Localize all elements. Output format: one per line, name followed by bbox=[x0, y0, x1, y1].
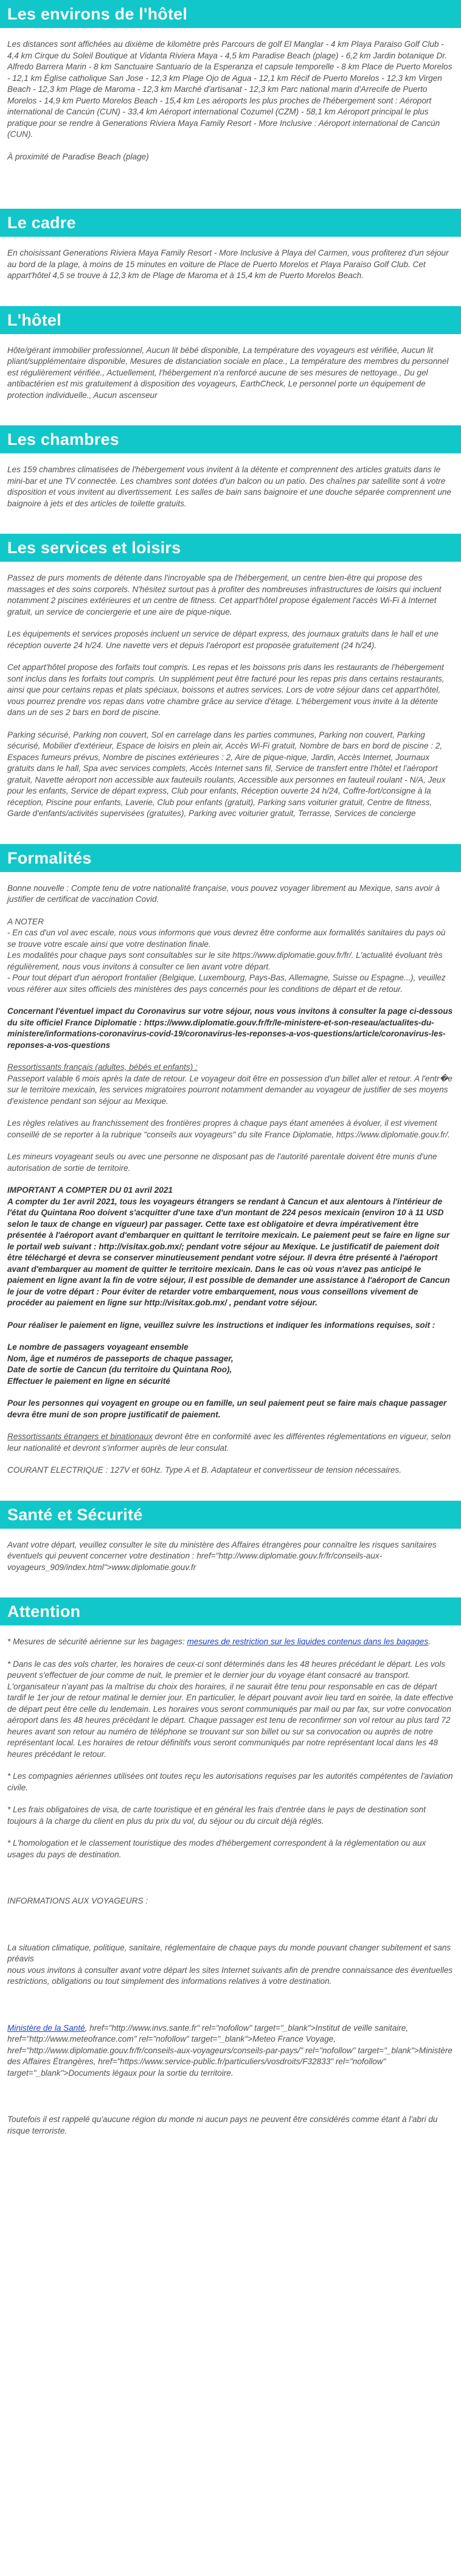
attention-bagages-label: * Mesures de sécurité aérienne sur les bagages: bbox=[7, 1637, 187, 1646]
formalites-ressortissants-text: Passeport valable 6 mois après la date de retour. Le voyageur doit être en possession d'un billet aller et retour. A l'entr�e sur le territoire mexicain, les services migratoires pourront notamment demander au voyageur de justifier de ses moyens d'existence pendant son séjour au Mexique. bbox=[7, 1073, 452, 1106]
section-content-sante bbox=[0, 1529, 461, 1598]
section-attention bbox=[0, 1597, 461, 2161]
formalites-pour-personnes: Pour les personnes qui voyagent en groupe ou en famille, un seul paiement peut se faire mais chaque passager devra être muni de son propre justificatif de paiement. bbox=[7, 1398, 447, 1419]
section-services bbox=[0, 534, 461, 844]
services-equipements: Les équipements et services proposés incluent un service de départ express, des journaux gratuits dans le hall et une réception ouverte 24 h/24. Une navette vers et depuis l'aéroport est proposée gratuitement (24 h/24). bbox=[7, 629, 438, 650]
formalites-ressortissants-title: Ressortissants français (adultes, bébés et enfants) : bbox=[7, 1063, 198, 1072]
formalites-intro: Bonne nouvelle : Compte tenu de votre nationalité française, vous pouvez voyager librement au Mexique, sans avoir à justifier de certificat de vaccination Covid. bbox=[7, 883, 440, 904]
section-content-hotel bbox=[0, 334, 461, 426]
attention-bagages bbox=[7, 1636, 454, 1648]
attention-compagnies: * Les compagnies aériennes utilisées ont toutes reçu les autorisations requises par les autorités compétentes de l'aviation civile. bbox=[7, 1771, 453, 1792]
chambres-text: Les 159 chambres climatisées de l'hébergement vous invitent à la détente et comprennent des articles gratuits dans le mini-bar et une TV connectée. Les chambres sont dotées d'un balcon ou un patio. Des chaînes par satellite sont à votre disposition et vous invitent au divertissement. Les salles de bain sans baignoire et une douche séparée comprennent une baignoire à jets et des articles de toilette gratuits. bbox=[7, 465, 451, 508]
services-tout-compris: Cet appart'hôtel propose des forfaits tout compris. Les repas et les boissons pris dans les restaurants de l'hébergement sont inclus dans les forfaits tout compris. Un supplément peut être facturé pour les repas pris dans certains restaurants, ainsi que pour certains repas et plats spéciaux, boissons et autres services. Lors de votre séjour dans cet appart'hôtel, vous pourrez prendre vos repas dans votre chambre grâce au service d'étage. L'hébergement vous invite à la détente dans un de ses 2 bars en bord de piscine. bbox=[7, 663, 445, 717]
cadre-text: En choisissant Generations Riviera Maya Family Resort - More Inclusive à Playa del Carmen, vous profiterez d'un séjour au bord de la plage, à moins de 15 minutes en voiture de Place de Puerto Morelos et Playa Paraiso Golf Club. Cet appart'hôtel 4,5 se trouve à 12,3 km de Plage de Maroma et à 15,4 km de Puerto Morelos Beach. bbox=[7, 248, 449, 280]
attention-bagages-end: . bbox=[428, 1637, 431, 1646]
formalites-important-body: A compter du 1er avril 2021, tous les voyageurs étrangers se rendant à Cancun et aux alentours à l'intérieur de l'état du Quintana Roo doivent s'acquitter d'une taxe d'un montant de 224 pesos mexicain (environ 10 à 11 USD selon le taux de change en vigueur) par passager. Cette taxe est obligatoire et devra impérativement être présentée à l'aéroport avant d'embarquer en quittant le territoire mexicain. Le paiement peut se faire en ligne sur le portail web suivant : http://visitax.gob.mx/; pendant votre séjour au Mexique. Le justificatif de paiement doit être téléchargé et devra se conserver minutieusement pendant votre séjour. Il devra être présenté à l'aéroport avant d'embarquer au moment de quitter le territoire mexicain. Dans le cas où vous n'avez pas anticipé le paiement en ligne avant la fin de votre séjour, il est possible de demander une assistance à l'aéroport de Cancun le jour de votre départ : Pour éviter de retarder votre embarquement, nous vous conseillons vivement de procéder au paiement en ligne sur http://visitax.gob.mx/ , pendant votre séjour. bbox=[7, 1196, 450, 1307]
section-hotel bbox=[0, 306, 461, 426]
infos-voyageurs-p2: nous vous invitons à consulter avant votre départ les sites Internet suivants afin de prendre connaissance des éventuelles restrictions, obligations ou tout simplement des informations relatives à votre destination. bbox=[7, 1965, 453, 1986]
section-cadre bbox=[0, 209, 461, 306]
section-title-cadre: Le cadre bbox=[0, 209, 461, 237]
section-content-cadre bbox=[0, 237, 461, 306]
section-title-formalites: Formalités bbox=[0, 844, 461, 872]
formalites-etrangers bbox=[7, 1431, 454, 1454]
section-environs bbox=[0, 0, 461, 187]
environs-distances: Les distances sont affichées au dixième de kilomètre près Parcours de golf El Manglar - 4 km Playa Paraiso Golf Club - 4,4 km Cirque du Soleil Boutique at Vidanta Riviera Maya - 4,5 km Paradise Beach (plage) - 6,2 km Jardin botanique Dr. Alfredo Barrera Marin - 8 km Sanctuaire Santuario de la Esperanza et capsule temporelle - 8 km Place de Puerto Morelos - 12,1 km Église catholique San Jose - 12,3 km Plage Ojo de Agua - 12,1 km Récif de Puerto Morelos - 12,3 km Virgen Beach - 12,3 km Plage de Maroma - 12,3 km Marché d'artisanat - 12,3 km Parc national marin d'Arrecife de Puerto Morelos - 14,9 km Puerto Morelos Beach - 15,4 km Les aéroports les plus proches de l'hébergement sont : Aéroport international de Cancún (CUN) - 33,4 km Aéroport international Cozumel (CZM) - 58,1 km Aéroport principal le plus pratique pour se rendre à Generations Riviera Maya Family Resort - More Inclusive : Aéroport international de Cancún (CUN). bbox=[7, 40, 452, 139]
formalites-important-title: IMPORTANT A COMPTER DU 01 avril 2021 bbox=[7, 1185, 173, 1195]
infos-liens-rest: , href="http://www.invs.sante.fr" rel="nofollow" target="_blank">Institut de veille sanitaire, href="http://www.meteofrance.com" rel="nofollow" target="_blank">Meteo France Voyage, href="http://www.diplomatie.gouv.fr/fr/conseils-aux-voyageurs/conseils-par-pays/" rel="nofollow" target="_blank">Ministère des Affaires Étrangères, href="https://www.service-public.fr/particuliers/vosdroits/F32833" rel="nofollow" target="_blank">Documents légaux pour la sortie du territoire. bbox=[7, 2023, 452, 2078]
formalites-a-noter-title: A NOTER bbox=[7, 916, 44, 926]
ministere-sante-link[interactable]: Ministère de la Santé bbox=[7, 2023, 85, 2033]
hotel-text: Hôte/gérant immobilier professionnel, Aucun lit bébé disponible, La température des voyageurs est vérifiée, Aucun lit pliant/supplémentaire disponible, Mesures de distanciation sociale en place., La température des membres du personnel est régulièrement vérifiée., Actuellement, l'hébergement n'a renforcé aucune de ses mesures de nettoyage., Du gel antibactérien est mis gratuitement à disposition des voyageurs, EarthCheck, Le personnel porte un équipement de protection individuelle., Aucun ascenseur bbox=[7, 345, 449, 400]
formalites-covid: Concernant l'éventuel impact du Coronavirus sur votre séjour, nous vous invitons à consulter la page ci-dessous du site officiel France Diplomatie : https://www.diplomatie.gouv.fr/fr/le-ministere-et-son-reseau/actualites-du-ministere/informations-coronavirus-covid-19/coronavirus-les-reponses-a-vos-questions/article/coronavirus-les-reponses-a-vos-questions bbox=[7, 1007, 453, 1050]
formalites-courant: COURANT ELECTRIQUE : 127V et 60Hz. Type A et B. Adaptateur et convertisseur de tension nécessaires. bbox=[7, 1465, 401, 1475]
section-content-services bbox=[0, 562, 461, 844]
formalites-list-item: Nom, âge et numéros de passeports de chaque passager, bbox=[7, 1353, 234, 1363]
section-content-chambres bbox=[0, 453, 461, 534]
formalites-pour-realiser: Pour réaliser le paiement en ligne, veuillez suivre les instructions et indiquer les informations requises, soit : bbox=[7, 1320, 435, 1330]
sante-text: Avant votre départ, veuillez consulter le site du ministère des Affaires étrangères pour connaître les risques sanitaires éventuels qui peuvent concerner votre destination : href="http://www.diplomatie.gouv.fr/fr/conseils-aux-voyageurs_909/index.html">www.diplomatie.gouv.fr bbox=[7, 1540, 437, 1572]
formalites-etrangers-title: Ressortissants étrangers et binationaux bbox=[7, 1432, 153, 1441]
section-chambres bbox=[0, 425, 461, 534]
section-title-hotel: L'hôtel bbox=[0, 306, 461, 334]
section-title-environs: Les environs de l'hôtel bbox=[0, 0, 461, 28]
formalites-regles: Les règles relatives au franchissement des frontières propres à chaque pays étant amenées à évoluer, il est vivement conseillé de se reporter à la rubrique "conseils aux voyageurs" du site France Diplomatie, https://www.diplomatie.gouv.fr/. bbox=[7, 1119, 450, 1139]
formalites-list-item: Le nombre de passagers voyageant ensemble bbox=[7, 1342, 189, 1352]
restriction-liquides-link[interactable]: mesures de restriction sur les liquides contenus dans les bagages bbox=[187, 1637, 429, 1646]
environs-proximity: À proximité de Paradise Beach (plage) bbox=[7, 152, 149, 161]
section-title-chambres: Les chambres bbox=[0, 425, 461, 453]
formalites-a-noter-1: - En cas d'un vol avec escale, nous vous informons que vous devrez être conforme aux formalités sanitaires du pays où se trouve votre escale ainsi que votre destination finale. bbox=[7, 928, 446, 949]
section-formalites bbox=[0, 844, 461, 1501]
section-content-attention bbox=[0, 1625, 461, 2161]
services-liste: Parking sécurisé, Parking non couvert, Sol en carrelage dans les parties communes, Parking non couvert, Parking sécurisé, Mobilier d'extérieur, Espace de loisirs en plein air, Accès Wi-Fi gratuit, Nombre de bars en bord de piscine : 2, Espaces fumeurs prévus, Nombre de piscines extérieures : 2, Aire de pique-nique, Jardin, Accès Internet, Journaux gratuits dans le hall, Spa avec services complets, Accès Internet sans fil, Service de transfert entre l'hôtel et l'aéroport gratuit, Navette aéroport non accessible aux fauteuils roulants, Accessible aux personnes en fauteuil roulant - N/A, Jeux pour les enfants, Service de départ express, Club pour enfants, Réception ouverte 24 h/24, Coffre-fort/consigne à la réception, Piscine pour enfants, Laverie, Club pour enfants (gratuit), Parking sans voiturier gratuit, Centre de fitness, Garde d'enfants/activités supervisées (gratuites), Parking avec voiturier gratuit, Terrasse, Services de concierge bbox=[7, 730, 446, 818]
attention-terrorisme: Toutefois il est rappelé qu'aucune région du monde ni aucun pays ne peuvent être considérés comme étant à l'abri du risque terroriste. bbox=[7, 2115, 438, 2135]
formalites-list-item: Effectuer le paiement en ligne en sécurité bbox=[7, 1376, 170, 1386]
formalites-mineurs: Les mineurs voyageant seuls ou avec une personne ne disposant pas de l'autorité parentale doivent être munis d'une autorisation de sortie de territoire. bbox=[7, 1152, 437, 1173]
formalites-list-item: Date de sortie de Cancun (du territoire du Quintana Roo), bbox=[7, 1365, 232, 1374]
infos-voyageurs-title: INFORMATIONS AUX VOYAGEURS : bbox=[7, 1896, 148, 1905]
section-title-attention: Attention bbox=[0, 1597, 461, 1625]
section-title-sante: Santé et Sécurité bbox=[0, 1501, 461, 1529]
infos-liens bbox=[7, 2023, 454, 2079]
section-content-environs bbox=[0, 28, 461, 187]
attention-vols-charter: * Dans le cas des vols charter, les horaires de ceux-ci sont déterminés dans les 48 heures précédant le départ. Les vols peuvent s'effectuer de jour comme de nuit, le premier et le dernier jour du voyage étant consacré au transport. L'organisateur n'ayant pas la maîtrise du choix des horaires, il ne saurait être tenu pour responsable en cas de départ tardif le 1er jour de retour matinal le dernier jour. En particulier, le départ pouvant avoir lieu tard en soirée, la date effective de départ peut être celle du lendemain. Les horaires vous seront communiqués par mail ou par fax, sur votre convocation aéroport dans les 48 heures précédant le départ. Chaque passager est tenu de reconfirmer son vol retour au plus tard 72 heures avant son retour au numéro de téléphone se trouvant sur son billet ou sur sa convocation ou auprès de notre représentant local. Les horaires de retour définitifs vous seront communiqués par notre représentant local dans les 48 heures précédant le retour. bbox=[7, 1659, 454, 1759]
formalites-etrangers-body: devront être en conformité avec les différentes réglementations en vigueur, selon leur nationalité et devront s'informer auprès de leur consulat. bbox=[7, 1432, 451, 1453]
section-sante bbox=[0, 1501, 461, 1598]
attention-frais: * Les frais obligatoires de visa, de carte touristique et en général les frais d'entrée dans le pays de destination sont toujours à la charge du client en plus du prix du vol, du séjour ou du circuit déjà réglés. bbox=[7, 1805, 426, 1826]
attention-homologation: * L'homologation et le classement touristique des modes d'hébergement correspondent à la réglementation ou aux usages du pays de destination. bbox=[7, 1838, 426, 1859]
section-content-formalites bbox=[0, 872, 461, 1501]
section-title-services: Les services et loisirs bbox=[0, 534, 461, 562]
services-spa: Passez de purs moments de détente dans l'incroyable spa de l'hébergement, un centre bien-être qui propose des massages et des soins corporels. N'hésitez surtout pas à profiter des nombreuses infrastructures de loisirs qui incluent notamment 2 piscines extérieures et un centre de fitness. Cet appart'hôtel propose également l'accès Wi-Fi à Internet gratuit, un service de conciergerie et une aire de pique-nique. bbox=[7, 573, 442, 616]
formalites-a-noter-3: - Pour tout départ d'un aéroport frontalier (Belgique, Luxembourg, Pays-Bas, Allemagne, Suisse ou Espagne...), veuillez vous référer aux sites officiels des ministères des pays concernés pour les conditions de départ et de retour. bbox=[7, 973, 446, 994]
formalites-a-noter-2: Les modalités pour chaque pays sont consultables sur le site https://www.diplomatie.gouv.fr/fr/. L'actualité évoluant très régulièrement, nous vous invitons à consulter ce lien avant votre départ. bbox=[7, 951, 443, 971]
infos-voyageurs-p1: La situation climatique, politique, sanitaire, réglementaire de chaque pays du monde pouvant changer subitement et sans préavis bbox=[7, 1942, 451, 1963]
